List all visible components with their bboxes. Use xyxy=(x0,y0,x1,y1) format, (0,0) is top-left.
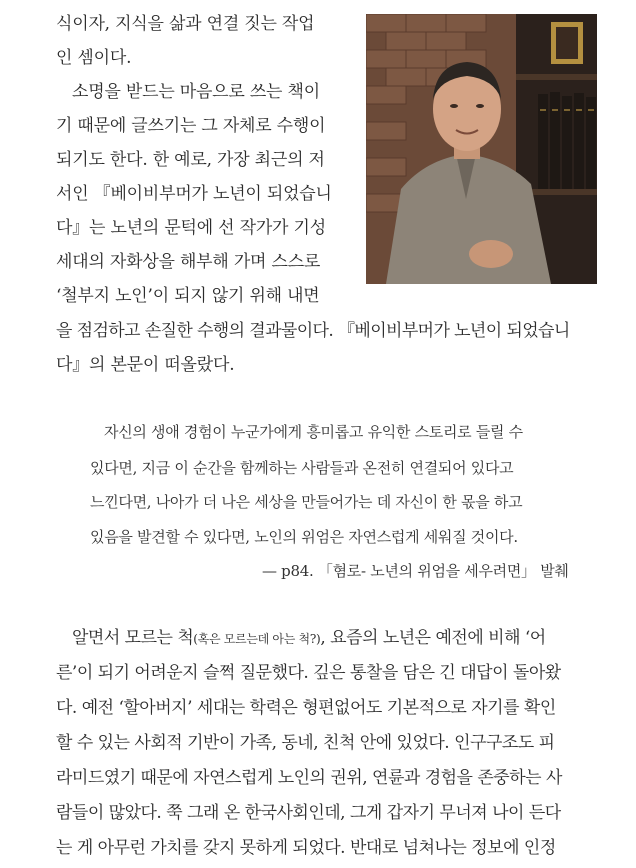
paragraph2-first-line xyxy=(72,630,546,647)
paragraph1-line: 세대의 자화상을 해부해 가며 스스로 xyxy=(56,252,321,272)
quote-line: 자신의 생애 경험이 누군가에게 흥미롭고 유익한 스토리로 들릴 수 xyxy=(104,423,523,441)
quote-source: — p84. 「혐로- 노년의 위엄을 세우려면」 발췌 xyxy=(262,562,569,580)
paragraph1-line: 기 때문에 글쓰기는 그 자체로 수행이 xyxy=(56,116,326,136)
paragraph1-line: 서인 『베이비부머가 노년이 되었습니 xyxy=(56,184,332,204)
paragraph2-line: 는 게 아무런 가치를 갖지 못하게 되었다. 반대로 넘쳐나는 정보에 인정 xyxy=(56,838,556,858)
paragraph1-line: 소명을 받드는 마음으로 쓰는 책이 xyxy=(72,82,320,102)
paragraph1-line: 되기도 한다. 한 예로, 가장 최근의 저 xyxy=(56,150,325,170)
paragraph2-line: 라미드였기 때문에 자연스럽게 노인의 권위, 연륜과 경험을 존중하는 사 xyxy=(56,768,562,788)
paragraph2-line: 다. 예전 ‘할아버지’ 세대는 학력은 형편없어도 기본적으로 자기를 확인 xyxy=(56,698,556,718)
paragraph2-line: 할 수 있는 사회적 기반이 가족, 동네, 친척 안에 있었다. 인구구조도 피 xyxy=(56,733,555,753)
quote-line: 느낀다면, 나아가 더 나은 세상을 만들어가는 데 자신이 한 몫을 하고 xyxy=(90,493,523,511)
paragraph1-line: ‘철부지 노인’이 되지 않기 위해 내면 xyxy=(56,286,320,306)
author-photo xyxy=(366,14,597,284)
quote-line: 있다면, 지금 이 순간을 함께하는 사람들과 온전히 연결되어 있다고 xyxy=(90,459,514,477)
paragraph2-line: 른’이 되기 어려운지 슬쩍 질문했다. 깊은 통찰을 담은 긴 대답이 돌아왔 xyxy=(56,663,561,683)
paragraph1-line: 다』는 노년의 문턱에 선 작가가 기성 xyxy=(56,218,326,238)
paragraph2-lead: 알면서 모르는 척 xyxy=(72,628,194,648)
paragraph1-line: 을 점검하고 손질한 수행의 결과물이다. 『베이비부머가 노년이 되었습니 xyxy=(56,321,570,341)
paragraph2-lead-rest: , 요즘의 노년은 예전에 비해 ‘어 xyxy=(320,628,546,648)
paragraph1-line: 다』의 본문이 떠올랐다. xyxy=(56,355,235,375)
paragraph2-line: 람들이 많았다. 쭉 그래 온 한국사회인데, 그게 갑자기 무너져 나이 든다 xyxy=(56,803,561,823)
paragraph1-line: 식이자, 지식을 삶과 연결 짓는 작업 xyxy=(56,14,315,34)
paragraph2-aside: (혹은 모르는데 아는 척?) xyxy=(193,632,321,646)
paragraph1-line: 인 셈이다. xyxy=(56,48,132,68)
quote-line: 있음을 발견할 수 있다면, 노인의 위엄은 자연스럽게 세워질 것이다. xyxy=(90,528,518,546)
